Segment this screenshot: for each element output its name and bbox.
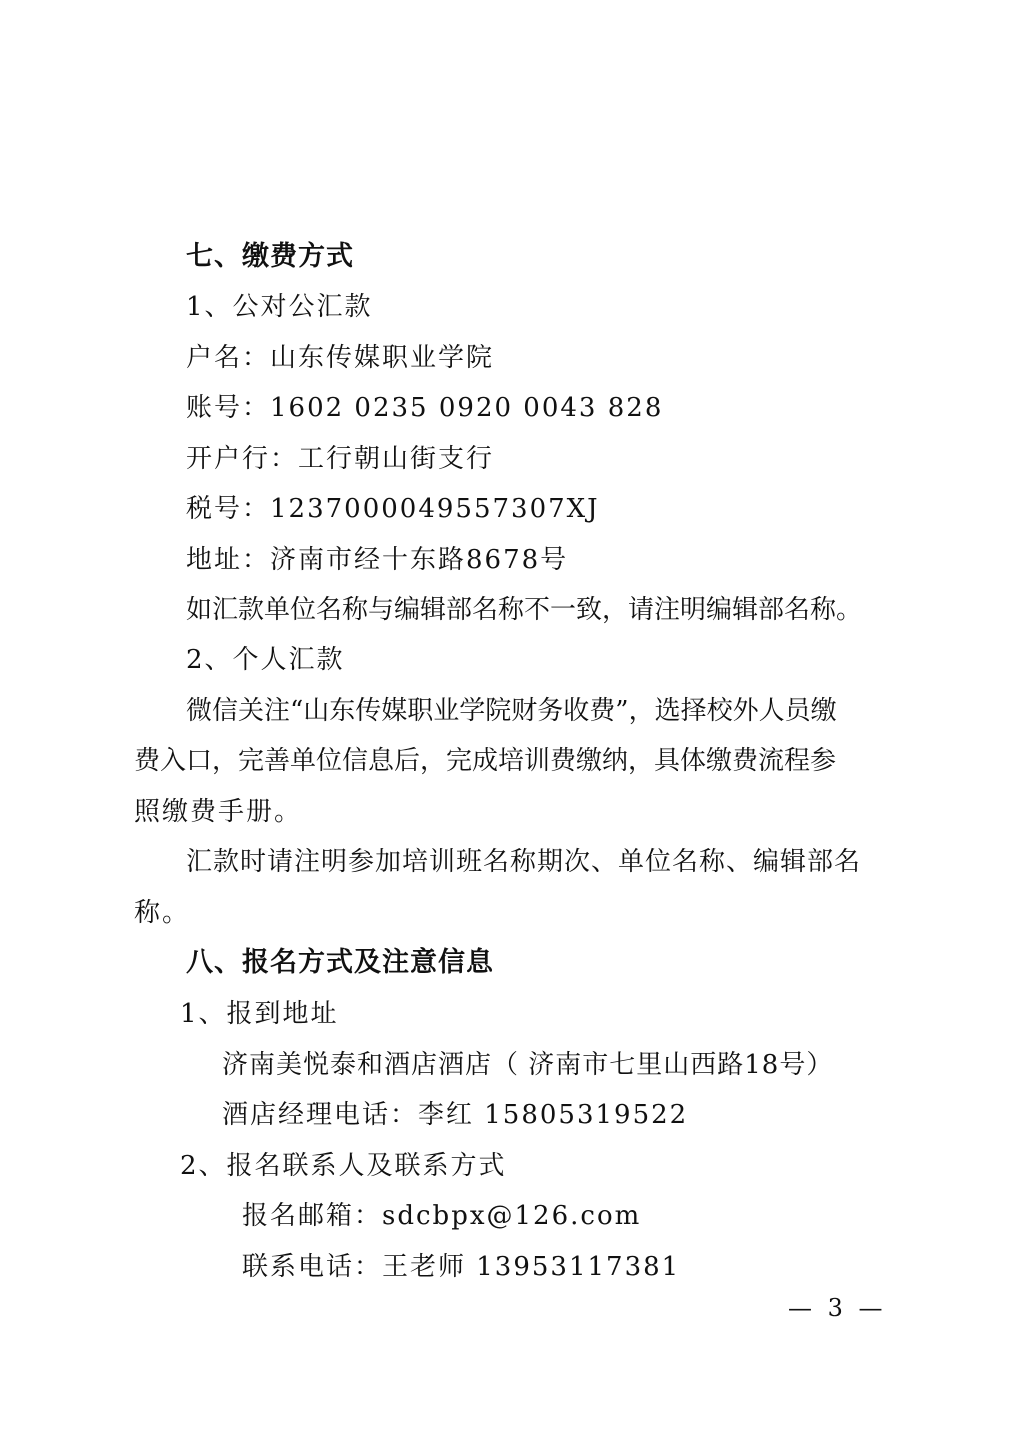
personal-transfer-paragraph-line-3: 照缴费手册。	[134, 797, 303, 827]
section-7-heading: 七、缴费方式	[186, 241, 354, 272]
account-name: 户名：山东传媒职业学院	[186, 343, 495, 373]
remit-note-line-2: 称。	[134, 898, 191, 928]
subheading-check-in-address: 1、报到地址	[180, 999, 339, 1029]
hotel-manager-phone: 酒店经理电话：李红 15805319522	[222, 1100, 689, 1130]
address: 地址：济南市经十东路8678号	[186, 545, 569, 575]
registration-email: 报名邮箱：sdcbpx@126.com	[242, 1201, 642, 1231]
hotel-address: 济南美悦泰和酒店酒店（ 济南市七里山西路18号）	[222, 1050, 834, 1080]
account-number: 账号：1602 0235 0920 0043 828	[186, 393, 664, 423]
remit-note-line-1: 汇款时请注明参加培训班名称期次、单位名称、编辑部名	[186, 847, 862, 877]
page-number: — 3 —	[788, 1294, 887, 1322]
transfer-name-note: 如汇款单位名称与编辑部名称不一致，请注明编辑部名称。	[186, 595, 863, 625]
personal-transfer-paragraph-line-1: 微信关注“山东传媒职业学院财务收费”，选择校外人员缴	[186, 696, 837, 726]
subheading-personal-transfer: 2、个人汇款	[186, 645, 345, 675]
contact-phone: 联系电话：王老师 13953117381	[242, 1252, 681, 1282]
personal-transfer-paragraph-line-2: 费入口，完善单位信息后，完成培训费缴纳，具体缴费流程参	[134, 746, 837, 776]
tax-id: 税号：1237000049557307XJ	[186, 494, 600, 524]
subheading-registration-contact: 2、报名联系人及联系方式	[180, 1151, 507, 1181]
section-8-heading: 八、报名方式及注意信息	[186, 947, 494, 978]
bank-branch: 开户行：工行朝山街支行	[186, 444, 495, 474]
subheading-public-transfer: 1、公对公汇款	[186, 292, 373, 322]
